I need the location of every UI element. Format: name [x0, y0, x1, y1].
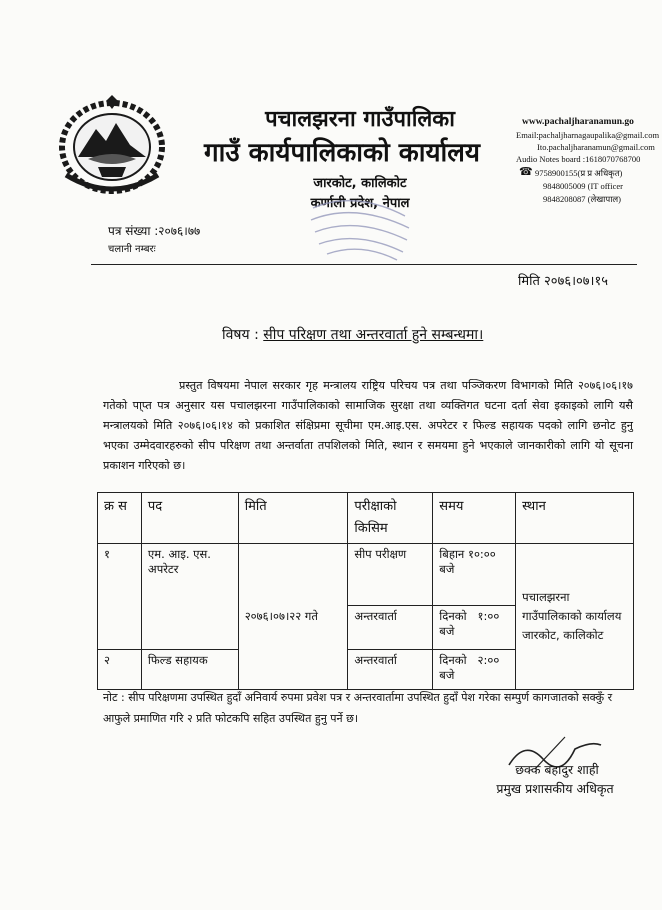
- office-name: गाउँ कार्यपालिकाको कार्यालय: [204, 138, 480, 168]
- phone-icon: ☎: [519, 166, 533, 178]
- letter-number: पत्र संख्या :२०७६।७७: [108, 224, 201, 238]
- header-cell: परीक्षाको किसिम: [348, 493, 433, 544]
- email-text-2: Ito.pachaljharanamun@gmail.com: [537, 142, 655, 152]
- subject-text: सीप परिक्षण तथा अन्तरवार्ता हुने सम्बन्धमा।: [263, 327, 484, 343]
- post-cell: फिल्ड सहायक: [141, 650, 238, 690]
- phone-1: 9758900155(प्र प्र अधिकृत): [535, 168, 623, 178]
- audio-notes-text: Audio Notes board :1618070768700: [516, 154, 641, 164]
- serial-cell: १: [98, 544, 142, 650]
- dispatch-number: चलानी नम्बरः: [108, 244, 156, 255]
- header-cell: मिति: [238, 493, 348, 544]
- government-emblem-icon: [58, 95, 166, 195]
- header-divider: [91, 264, 637, 265]
- serial-cell: २: [98, 650, 142, 690]
- table-row: [98, 544, 634, 606]
- address-line-1: जारकोट, कालिकोट: [313, 176, 407, 191]
- signatory-title: प्रमुख प्रशासकीय अधिकृत: [496, 781, 614, 796]
- exam-type-cell: अन्तरवार्ता: [348, 650, 433, 690]
- subject-prefix: विषय :: [222, 327, 264, 343]
- header-cell: स्थान: [516, 493, 634, 544]
- exam-type-cell: अन्तरवार्ता: [348, 606, 433, 650]
- venue-cell: पचालझरना गाउँपालिकाको कार्यालय जारकोट, कालिकोट: [516, 544, 634, 690]
- time-cell: दिनको २:०० बजे: [433, 650, 516, 690]
- email-text: Email:pachaljharnagaupalika@gmail.com: [516, 130, 660, 140]
- schedule-table: [97, 492, 634, 690]
- office-stamp-icon: [305, 188, 415, 263]
- time-cell: दिनको १:०० बजे: [433, 606, 516, 650]
- address-line-2: कर्णाली प्रदेश, नेपाल: [310, 196, 410, 211]
- time-cell: बिहान १०:०० बजे: [433, 544, 516, 606]
- table-header-row: [98, 493, 634, 544]
- phone-2: 9848005009 (IT officer: [543, 181, 623, 191]
- header-cell: समय: [433, 493, 516, 544]
- phone-3: 9848208087 (लेखापाल): [543, 194, 621, 204]
- exam-type-cell: सीप परीक्षण: [348, 544, 433, 606]
- body-paragraph: प्रस्तुत विषयमा नेपाल सरकार गृह मन्त्रालय राष्ट्रिय परिचय पत्र तथा पञ्जिकरण विभागको मिति २०७६।०६।१७ गतेको पा्प्त पत्र अनुसार यस पचालझरना गाउँपालिकाको सामाजिक सुरक्षा तथा व्यक्तिगत घटना दर्ता सेवा इकाइको लागि यसै मन्त्रालयको मिति २०७६।०६।१४ को प्रकाशित संक्षिप्रमा सूचीमा एम.आइ.एस. अपरेटर र फिल्ड सहायक पदको लागि छनोट हुनु भएका उम्मेदवारहरुको सीप परिक्षण तथा अन्तर्वाता तपशिलको मिति, स्थान र समयमा हुने भएकाले जानकारीको लागि यो सूचना प्रकाशन गरिएको छ।: [103, 379, 633, 472]
- signatory-name: छक्क बहादुर शाही: [515, 762, 599, 777]
- header-cell: पद: [141, 493, 238, 544]
- note-paragraph: नोट : सीप परिक्षणमा उपस्थित हुदाँ अनिवार्य रुपमा प्रवेश पत्र र अन्तरवार्तामा उपस्थित हुदाँ पेश गरेका सम्पुर्ण कागजातको सक्कुँ र आफुले प्रमाणित गरि २ प्रति फोटकपि सहित उपस्थित हुनु पर्ने छ।: [103, 691, 613, 725]
- subject-line: [222, 325, 483, 344]
- post-cell: एम. आइ. एस. अपरेटर: [141, 544, 238, 650]
- letter-date: मिति २०७६।०७।१५: [518, 274, 608, 289]
- website-text: www.pachaljharanamun.go: [522, 117, 634, 127]
- org-name: पचालझरना गाउँपालिका: [265, 107, 455, 132]
- header-cell: क्र स: [98, 493, 142, 544]
- date-cell: २०७६।०७।२२ गते: [238, 544, 348, 690]
